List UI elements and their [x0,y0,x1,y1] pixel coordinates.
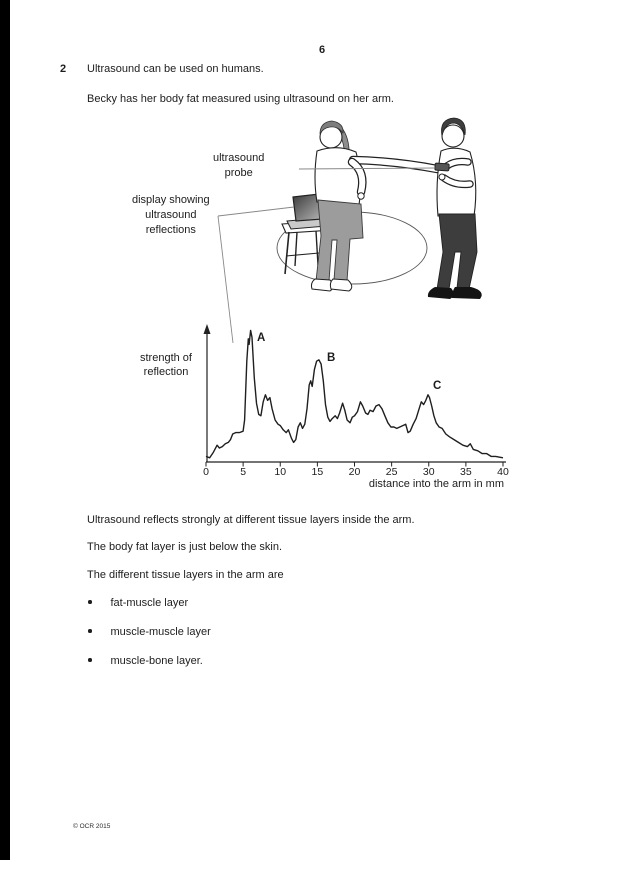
bullet-dot [88,629,92,633]
display-label-line1: display showing [132,194,210,206]
x-tick-label: 5 [240,466,247,478]
bullet-item-muscle-bone: muscle-bone layer. [88,655,203,667]
question-intro-text: Ultrasound can be used on humans. [87,63,264,75]
x-tick-label: 25 [385,466,398,478]
copyright-footer: © OCR 2015 [73,823,111,830]
display-label [132,193,210,238]
reflection-strength-curve [206,330,503,457]
probe-label-line2: probe [224,167,253,179]
x-tick-label: 10 [274,466,287,478]
probe-label [213,151,264,181]
peak-label-A: A [257,332,266,344]
x-tick-label: 35 [460,466,472,478]
bullet-dot [88,658,92,662]
question-number: 2 [60,63,67,75]
x-tick-label: 30 [422,466,435,478]
paragraph-3: The different tissue layers in the arm are [87,569,284,581]
paragraph-1: Ultrasound reflects strongly at different tissue layers inside the arm. [87,514,415,526]
x-tick-label: 20 [348,466,361,478]
bullet-dot [88,600,92,604]
x-tick-label: 15 [311,466,324,478]
peak-label-C: C [433,380,442,392]
chart-y-axis-label: strength of reflection [140,352,192,378]
display-label-line2: ultrasound [145,209,197,221]
bullet-item-muscle-muscle: muscle-muscle layer [88,626,211,638]
examiner-figure [428,118,482,299]
ultrasound-probe-graphic [435,163,449,171]
display-label-line3: reflections [145,224,196,236]
x-tick-label: 0 [203,466,209,478]
paragraph-2: The body fat layer is just below the skin. [87,541,283,553]
probe-label-line1: ultrasound [213,152,265,164]
chart-x-axis-label: distance into the arm in mm [368,478,504,490]
bullet-item-fat-muscle: fat-muscle layer [88,597,188,609]
question-context-text: Becky has her body fat measured using ultrasound on her arm. [87,93,394,105]
peak-label-B: B [327,352,336,364]
page-number: 6 [318,44,326,56]
x-tick-label: 40 [497,466,509,478]
y-axis-arrow [204,324,211,334]
